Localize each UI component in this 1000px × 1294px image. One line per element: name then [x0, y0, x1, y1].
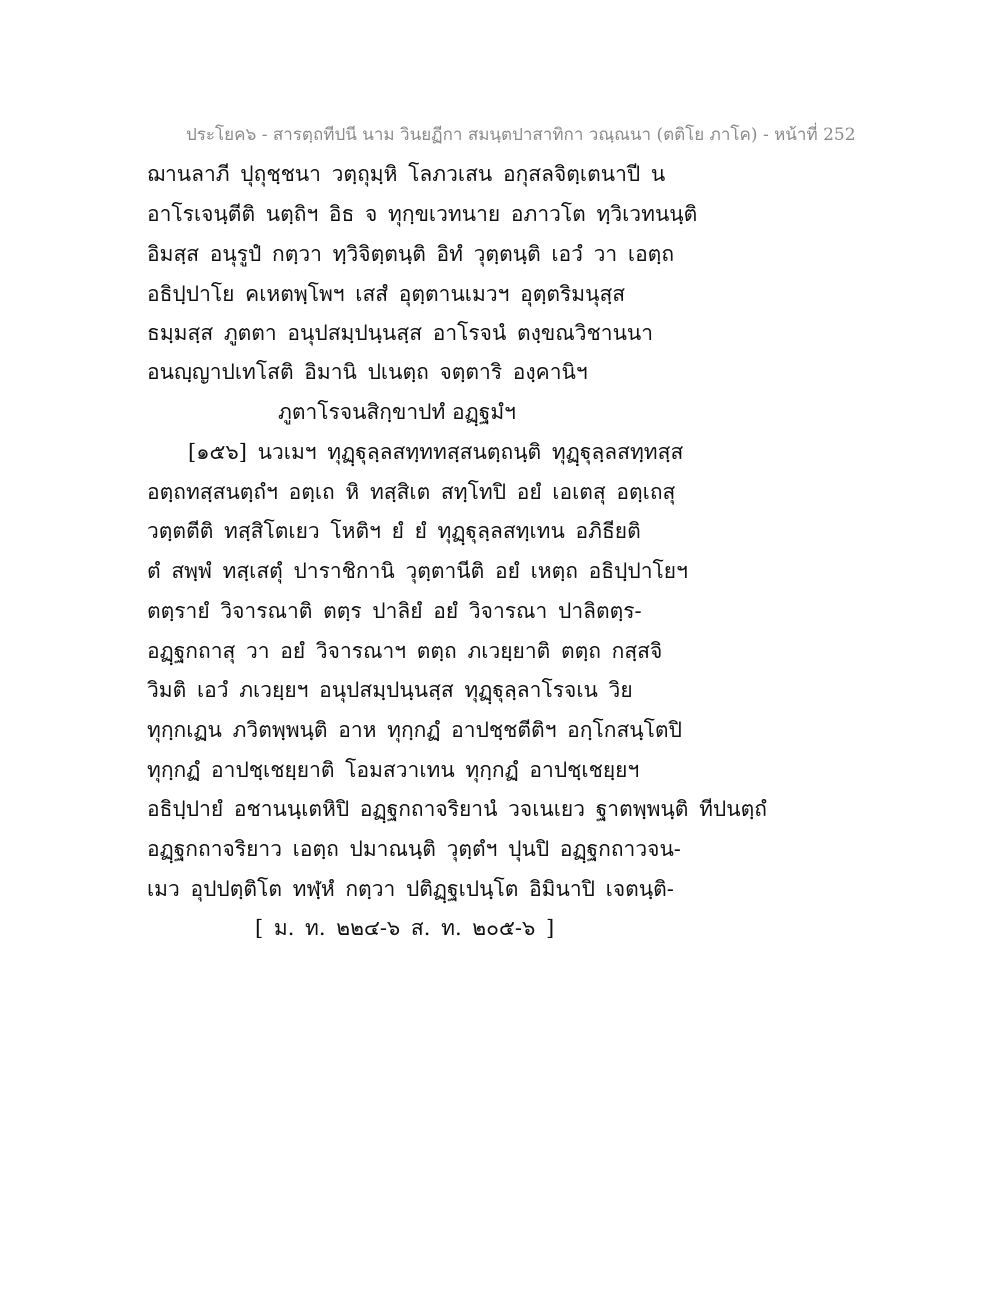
text-line: ฌานลาภี ปุถุชฺชนา วตฺถุมฺหิ โลภวเสน อกุสลจิตฺเตนาปี น — [147, 162, 666, 186]
text-line: อฏฺฐกถาสุ วา อยํ วิจารณาฯ ตตฺถ ภเวยฺยาติ ตตฺถ กสฺสจิ — [147, 639, 663, 663]
text-line: ทุกฺกเฏน ภวิตพฺพนฺติ อาห ทุกฺกฏํ อาปชฺชตีติฯ อกฺโกสนฺโตปิ — [147, 718, 682, 742]
text-line: ทุกฺกฏํ อาปชฺเชยฺยาติ โอมสวาเทน ทุกฺกฏํ อาปชฺเชยฺยฯ — [147, 758, 640, 782]
text-line: อธิปฺปาโย คเหตพฺโพฯ เสสํ อุตฺตานเมวฯ อุตฺตริมนุสฺส — [147, 282, 626, 306]
text-line: อิมสฺส อนุรูปํ กตฺวา ทฺวิจิตฺตนฺติ อิทํ วุตฺตนฺติ เอวํ วา เอตฺถ — [147, 242, 675, 266]
text-line: อธิปฺปายํ อชานนฺเตหิปิ อฏฺฐกถาจริยานํ วจเนเยว ฐาตพฺพนฺติ ทีปนตฺถํ — [147, 797, 767, 821]
text-line: ตตฺรายํ วิจารณาติ ตตฺร ปาลิยํ อยํ วิจารณา ปาลิตตฺร- — [147, 599, 642, 623]
text-line: วิมติ เอวํ ภเวยฺยฯ อนุปสมฺปนฺนสฺส ทุฏฺฐุลฺลาโรจเน วิย — [147, 678, 633, 702]
text-line: [๑๕๖] นวเมฯ ทุฏฺฐุลฺลสทฺททสฺสนตฺถนฺติ ทุฏฺฐุลฺลสทฺทสฺส — [188, 440, 684, 464]
section-title: ภูตาโรจนสิกฺขาปทํ อฏฺฐมํฯ — [278, 400, 516, 424]
text-line: อตฺถทสฺสนตฺถํฯ อตฺเถ หิ ทสฺสิเต สทฺโทปิ อยํ เอเตสุ อตฺเถสุ — [147, 480, 676, 504]
text-line: เมว อุปปตฺติโต ทฬฺหํ กตฺวา ปติฏฺฐเปนฺโต อิมินาปิ เจตนฺติ- — [147, 877, 674, 901]
text-line: อาโรเจนฺตีติ นตฺถิฯ อิธ จ ทุกฺขเวทนาย อภาวโต ทฺวิเวทนนฺติ — [147, 202, 698, 226]
footnote-reference: [ ม. ท. ๒๒๔-๖ ส. ท. ๒๐๕-๖ ] — [255, 916, 555, 940]
running-header: ประโยค๖ - สารตฺถทีปนี นาม วินยฏีกา สมนฺตปาสาทิกา วณฺณนา (ตติโย ภาโค) - หน้าที่ 252 — [186, 125, 856, 145]
text-line: อฏฺฐกถาจริยาว เอตฺถ ปมาณนฺติ วุตฺตํฯ ปุนปิ อฏฺฐกถาวจน- — [147, 837, 681, 861]
text-line: ตํ สพฺพํ ทสฺเสตุํ ปาราชิกานิ วุตฺตานีติ อยํ เหตฺถ อธิปฺปาโยฯ — [147, 559, 688, 583]
text-line: อนญฺญาปเทโสติ อิมานิ ปเนตฺถ จตฺตาริ องฺคานิฯ — [147, 360, 588, 384]
text-line: วตฺตตีติ ทสฺสิโตเยว โหติฯ ยํ ยํ ทุฏฺฐุลฺลสทฺเทน อภิธียติ — [147, 519, 641, 543]
text-line: ธมฺมสฺส ภูตตา อนุปสมฺปนฺนสฺส อาโรจนํ ตงฺขณวิชานนา — [147, 321, 654, 345]
